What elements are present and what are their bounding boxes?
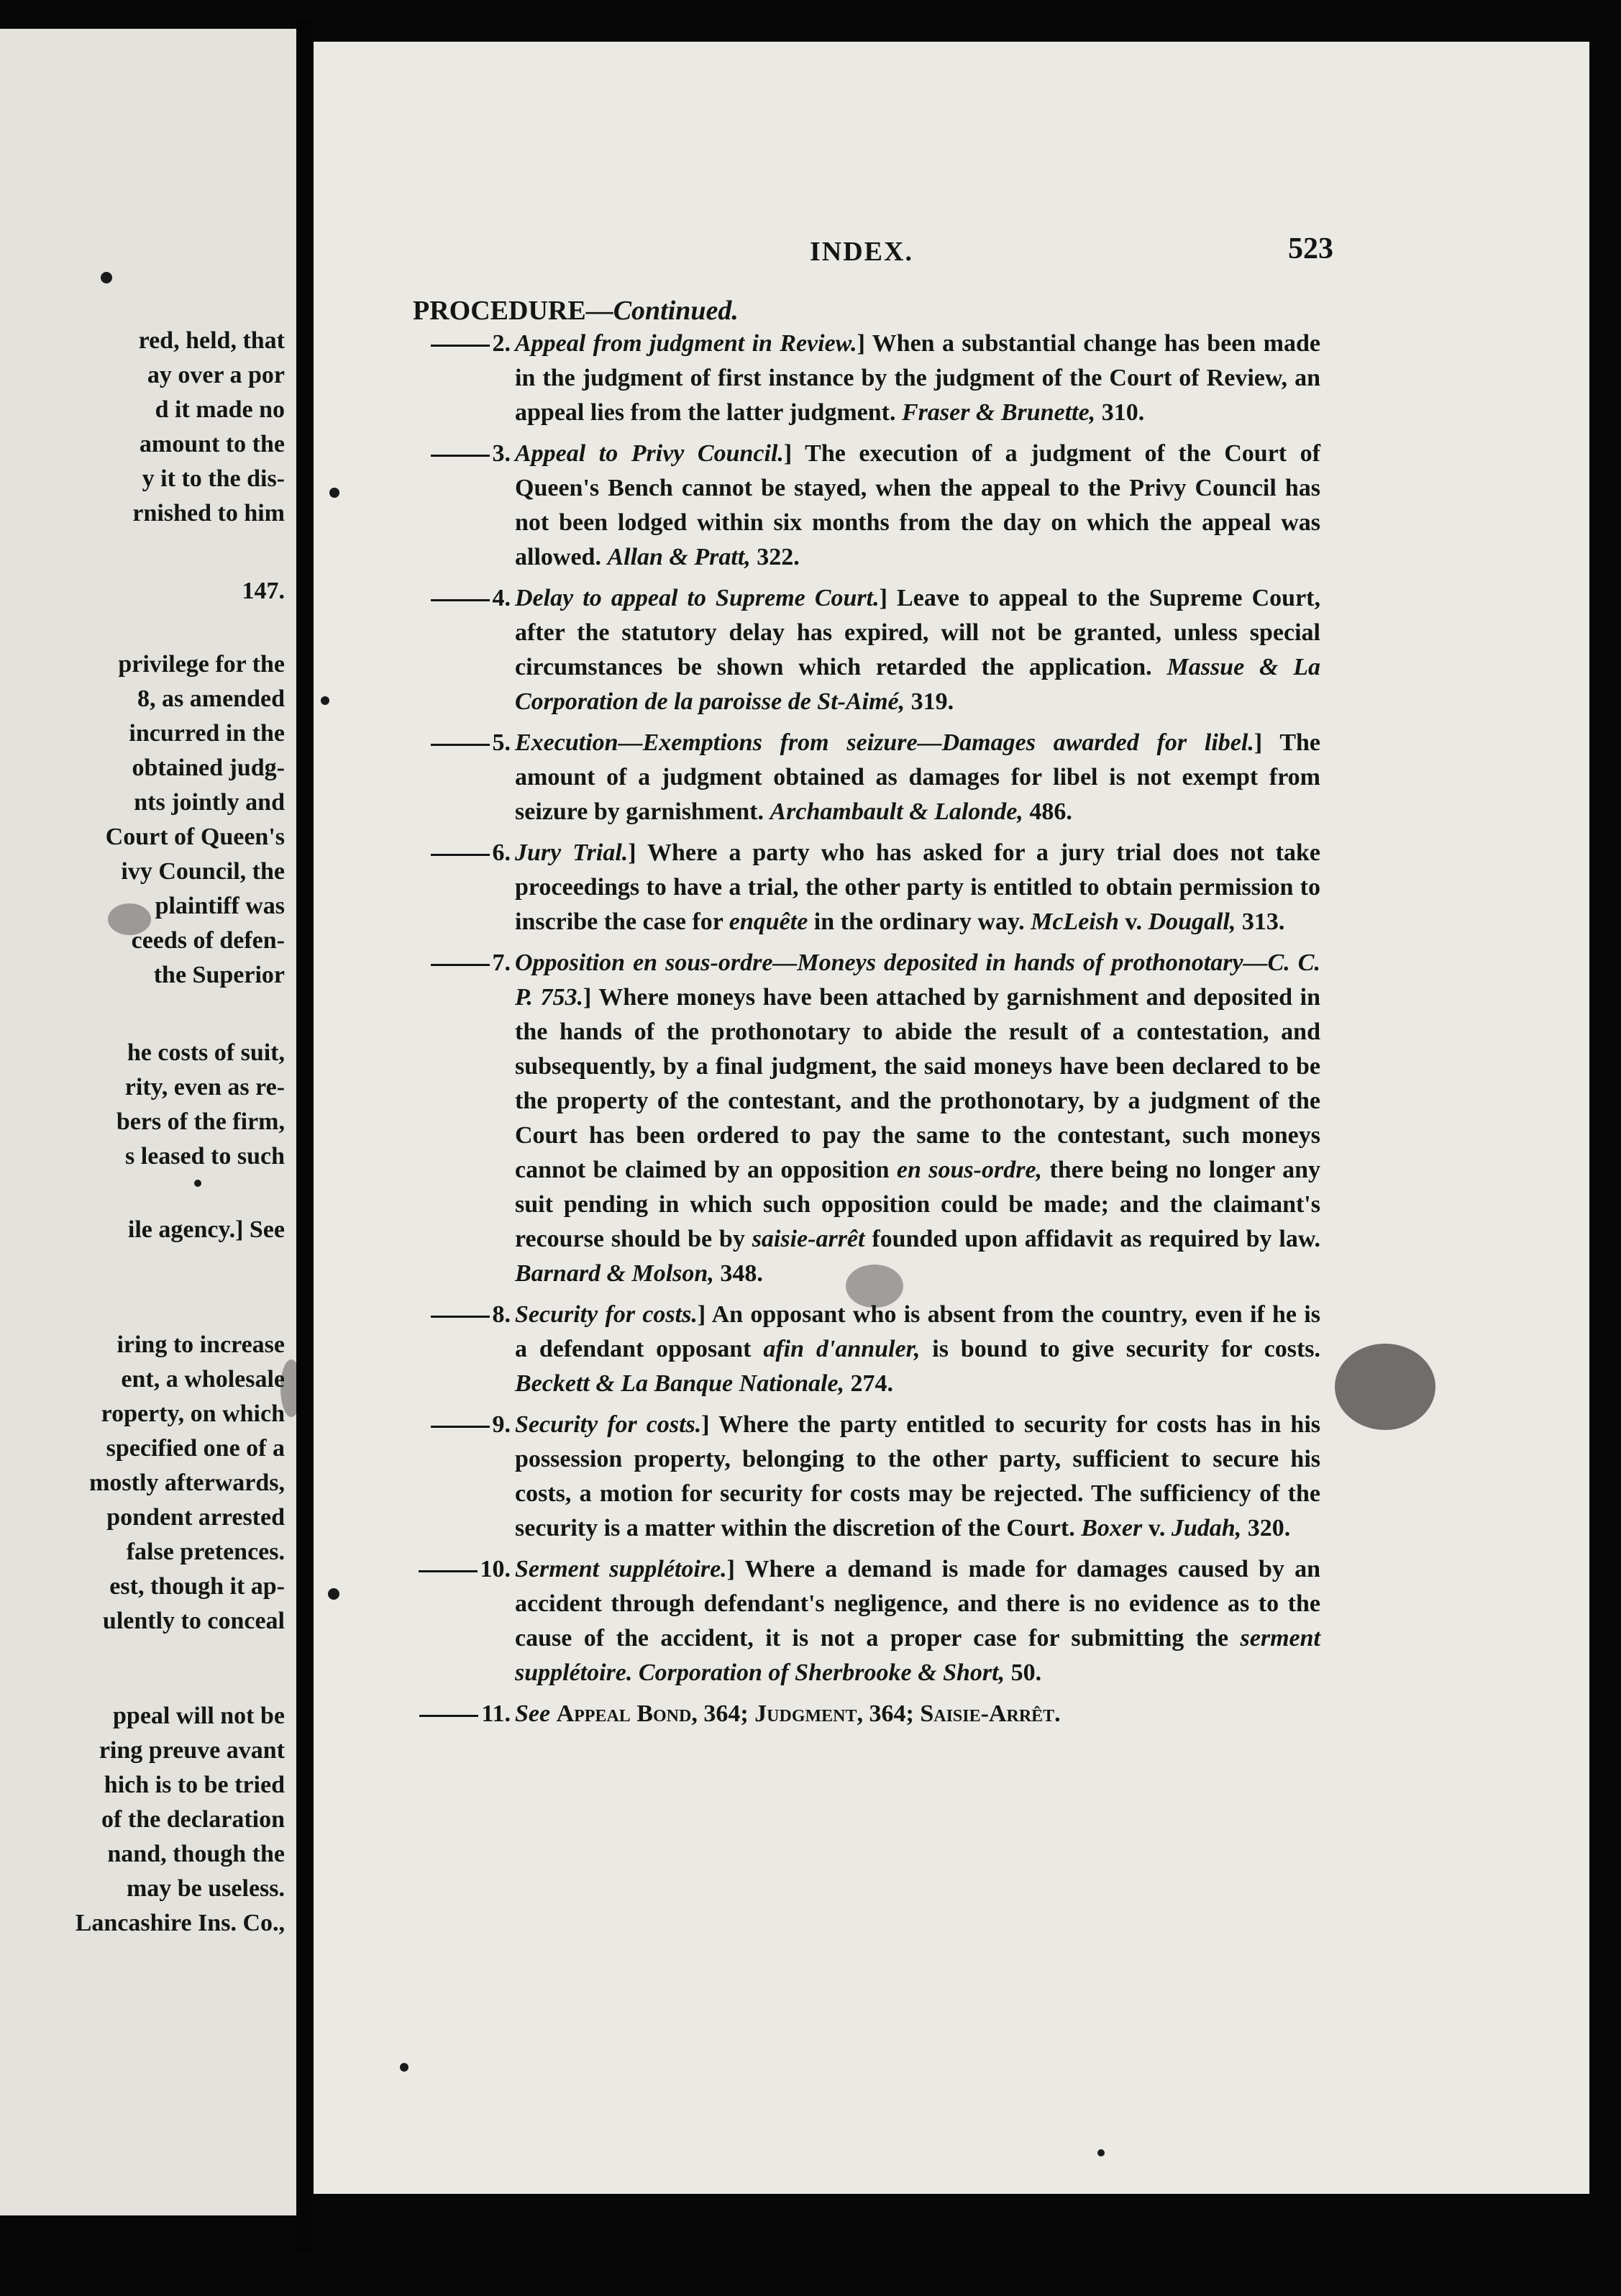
index-entry [492, 327, 1320, 430]
left-page-line: est, though it ap- [109, 1573, 285, 1600]
entry-text: ] Where moneys have been attached by garnishment and deposited in the hands of the prothonotary to abide the result of a contestation, and subsequently, by a final judgment, the said moneys have been declared to be the property of the contestant, and the prothonotary, by a judgment of the Court has been ordered to pay the same to the contestant, such moneys cannot be claimed by an opposition [515, 984, 1320, 1183]
left-page-line: nand, though the [107, 1841, 285, 1867]
entry-dash [431, 964, 490, 966]
ink-smudge [280, 1359, 296, 1417]
left-page-line: s leased to such [125, 1143, 285, 1170]
entry-number [393, 726, 511, 760]
ink-speck [101, 272, 112, 283]
entry-text: ] An opposant who is absent from the country, even if he is a defendant opposant [515, 1301, 1320, 1362]
entry-italic-text: Fraser & Brunette, [901, 399, 1096, 426]
entry-text: founded upon affidavit as required by law. [864, 1226, 1321, 1252]
entry-text: 486. [1023, 798, 1072, 825]
left-page-line: ulently to conceal [102, 1608, 285, 1634]
entry-text: 50. [1005, 1659, 1042, 1686]
entry-text: . [1054, 1700, 1061, 1727]
ink-smudge [108, 903, 151, 935]
section-heading [413, 295, 739, 327]
entry-number [393, 327, 511, 361]
left-page-line: false pretences. [126, 1539, 285, 1565]
entry-text: , 364; [691, 1700, 755, 1727]
entry-text [632, 1659, 639, 1686]
page-number: 523 [1288, 232, 1333, 265]
entry-italic-text: Massue & La Corporation de la paroisse de St-Aimé, [515, 654, 1320, 715]
index-entry [480, 1552, 1320, 1690]
left-page-line: amount to the [139, 431, 285, 457]
entry-number-text: 3. [492, 440, 511, 467]
index-entry [492, 581, 1320, 719]
left-page-line: the Superior [153, 962, 285, 988]
entry-number-text: 5. [492, 729, 511, 756]
entry-italic-text: Corporation of Sherbrooke & Short, [638, 1659, 1005, 1686]
left-page-line: Court of Queen's [105, 824, 285, 850]
entry-cross-reference: Judgment [754, 1700, 857, 1727]
ink-speck [321, 696, 329, 705]
entry-italic-text: Opposition en sous-ordre—Moneys deposited in hands of prothonotary—C. C. P. 753. [515, 949, 1320, 1011]
left-page-line: plaintiff was [155, 893, 285, 919]
left-page-line: privilege for the [118, 651, 285, 678]
entry-text: ] The amount of a judgment obtained as damages for libel is not exempt from seizure by garnishment. [515, 729, 1321, 825]
left-page-line: 147. [242, 578, 285, 604]
index-entries [480, 327, 1321, 1738]
left-page-fragment [0, 29, 296, 2215]
entry-dash [419, 1570, 478, 1572]
left-page-line: ile agency.] See [127, 1216, 285, 1243]
entry-italic-text: Beckett & La Banque Nationale, [515, 1370, 845, 1397]
ink-smudge [846, 1265, 903, 1308]
entry-italic-text: Execution—Exemptions from seizure—Damages awarded for libel. [515, 729, 1254, 756]
entry-italic-text: Boxer [1081, 1515, 1143, 1541]
left-page-line: Lancashire Ins. Co., [75, 1910, 285, 1936]
entry-text: v. [1142, 1515, 1172, 1541]
entry-text [550, 1700, 557, 1727]
entry-number-text: 10. [480, 1556, 511, 1582]
index-entry [492, 726, 1321, 829]
left-page-line: rity, even as re- [124, 1074, 285, 1101]
entry-text: there being no longer any suit pending in which such opposition could be made; and the claimant's recourse should be by [515, 1157, 1320, 1252]
entry-italic-text: Archambault & Lalonde, [770, 798, 1023, 825]
entry-text: ] When a substantial change has been made in the judgment of first instance by the judgment of the Court of Review, an appeal lies from the latter judgment. [515, 330, 1320, 426]
entry-number-text: 4. [492, 585, 511, 611]
left-page-line: 8, as amended [137, 685, 285, 712]
entry-number [393, 581, 511, 616]
entry-italic-text: Appeal from judgment in Review. [515, 330, 857, 357]
index-entry [492, 437, 1320, 575]
entry-number [393, 836, 511, 870]
entry-text: 348. [713, 1260, 763, 1287]
entry-italic-text: saisie-arrêt [752, 1226, 865, 1252]
entry-text: v. [1118, 908, 1149, 935]
entry-number-text: 6. [492, 839, 511, 866]
left-page-line: ppeal will not be [113, 1703, 285, 1729]
left-page-line: pondent arrested [106, 1504, 285, 1531]
entry-text: is bound to give security for costs. [920, 1336, 1320, 1362]
entry-text: ] Where a party who has asked for a jury trial does not take proceedings to have a trial, the other party is entitled to obtain permission to inscribe the case for [515, 839, 1320, 935]
entry-text: 313. [1236, 908, 1285, 935]
left-page-line: hich is to be tried [104, 1772, 285, 1798]
ink-speck [1097, 2149, 1105, 2156]
entry-number [393, 946, 511, 980]
ink-smudge [1335, 1344, 1435, 1430]
entry-number [393, 437, 511, 471]
entry-text: ] Where the party entitled to security for costs has in his possession property, belonging to the other party, sufficient to secure his costs, a motion for security for costs may be rejected. The sufficiency of the security is a matter within the discretion of the Court. [515, 1411, 1320, 1541]
entry-number [393, 1408, 511, 1442]
entry-dash [431, 1316, 490, 1318]
index-entry [481, 1697, 1320, 1731]
right-page [314, 42, 1589, 2194]
entry-italic-text: Serment supplétoire. [515, 1556, 727, 1582]
entry-italic-text: Security for costs. [515, 1301, 698, 1328]
entry-cross-reference: Saisie-Arrêt [920, 1700, 1055, 1727]
left-page-line: incurred in the [129, 720, 285, 747]
left-page-line: ivy Council, the [121, 858, 285, 885]
entry-text: 320. [1241, 1515, 1291, 1541]
left-page-line: rnished to him [132, 500, 285, 527]
section-heading-label: PROCEDURE— [413, 296, 613, 326]
entry-text: 319. [905, 688, 954, 715]
index-entry [492, 946, 1321, 1291]
entry-text: 274. [844, 1370, 894, 1397]
entry-text: 310. [1095, 399, 1145, 426]
index-entry [492, 1408, 1320, 1546]
left-page-line: may be useless. [126, 1875, 285, 1902]
ink-speck [194, 1180, 201, 1187]
left-page-line: specified one of a [106, 1435, 285, 1462]
entry-dash [431, 455, 490, 457]
entry-number-text: 2. [492, 330, 511, 357]
left-page-line: ceeds of defen- [131, 927, 285, 954]
left-page-line: nts jointly and [134, 789, 285, 816]
entry-dash [431, 744, 490, 746]
left-page-line: bers of the firm, [116, 1108, 285, 1135]
entry-number [393, 1298, 511, 1332]
entry-italic-text: Judah, [1171, 1515, 1242, 1541]
entry-dash [431, 854, 490, 856]
entry-number-text: 9. [492, 1411, 511, 1438]
left-page-line: obtained judg- [132, 755, 285, 781]
entry-text: ] Where a demand is made for damages caused by an accident through defendant's negligence, and there is no evidence as to the cause of the accident, it is not a proper case for submitting the [515, 1556, 1320, 1652]
entry-number-text: 7. [492, 949, 511, 976]
ink-speck [400, 2063, 408, 2072]
entry-number-text: 8. [492, 1301, 511, 1328]
entry-dash [419, 1715, 478, 1717]
ink-speck [328, 1588, 339, 1600]
entry-text: ] The execution of a judgment of the Court of Queen's Bench cannot be stayed, when the appeal to the Privy Council has not been lodged within six months from the day on which the appeal was allowed. [515, 440, 1320, 570]
index-title: INDEX. [810, 237, 913, 267]
left-page-line: ring preuve avant [99, 1737, 285, 1764]
entry-italic-text: Security for costs. [515, 1411, 702, 1438]
entry-italic-text: serment supplétoire. [515, 1625, 1320, 1686]
entry-number-text: 11. [481, 1700, 511, 1727]
entry-italic-text: See [515, 1700, 551, 1727]
entry-dash [431, 599, 490, 601]
entry-number [393, 1552, 511, 1587]
left-page-line: iring to increase [117, 1331, 285, 1358]
running-head [314, 232, 1589, 279]
entry-italic-text: Barnard & Molson, [515, 1260, 714, 1287]
left-page-line: red, held, that [138, 327, 285, 354]
entry-dash [431, 345, 490, 347]
entry-cross-reference: Appeal Bond [556, 1700, 692, 1727]
left-page-line: ay over a por [147, 362, 285, 388]
entry-italic-text: Allan & Pratt, [607, 544, 751, 570]
left-page-line: mostly afterwards, [89, 1470, 285, 1496]
book-gutter [296, 22, 314, 2251]
entry-number [393, 1697, 511, 1731]
entry-italic-text: Jury Trial. [515, 839, 629, 866]
left-page-line: he costs of suit, [127, 1039, 285, 1066]
left-page-line: ent, a wholesale [121, 1366, 285, 1393]
left-page-line: roperty, on which [101, 1400, 285, 1427]
entry-italic-text: Appeal to Privy Council. [515, 440, 784, 467]
entry-italic-text: McLeish [1031, 908, 1119, 935]
entry-text: ] Leave to appeal to the Supreme Court, after the statutory delay has expired, will not be granted, unless special circumstances be shown which retarded the application. [515, 585, 1320, 680]
index-entry [492, 1298, 1320, 1401]
entry-italic-text: afin d'annuler, [763, 1336, 921, 1362]
entry-text: , 364; [857, 1700, 921, 1727]
left-page-line: of the declaration [101, 1806, 285, 1833]
entry-text: in the ordinary way. [808, 908, 1031, 935]
left-page-line: d it made no [155, 396, 285, 423]
entry-text: 322. [750, 544, 800, 570]
ink-speck [329, 488, 339, 498]
left-page-line: y it to the dis- [142, 465, 285, 492]
entry-italic-text: Delay to appeal to Supreme Court. [515, 585, 880, 611]
index-entry [492, 836, 1320, 939]
entry-dash [431, 1426, 490, 1428]
section-heading-continued: Continued. [613, 296, 739, 326]
entry-italic-text: Dougall, [1148, 908, 1236, 935]
entry-italic-text: enquête [729, 908, 808, 935]
entry-italic-text: en sous-ordre, [896, 1157, 1043, 1183]
